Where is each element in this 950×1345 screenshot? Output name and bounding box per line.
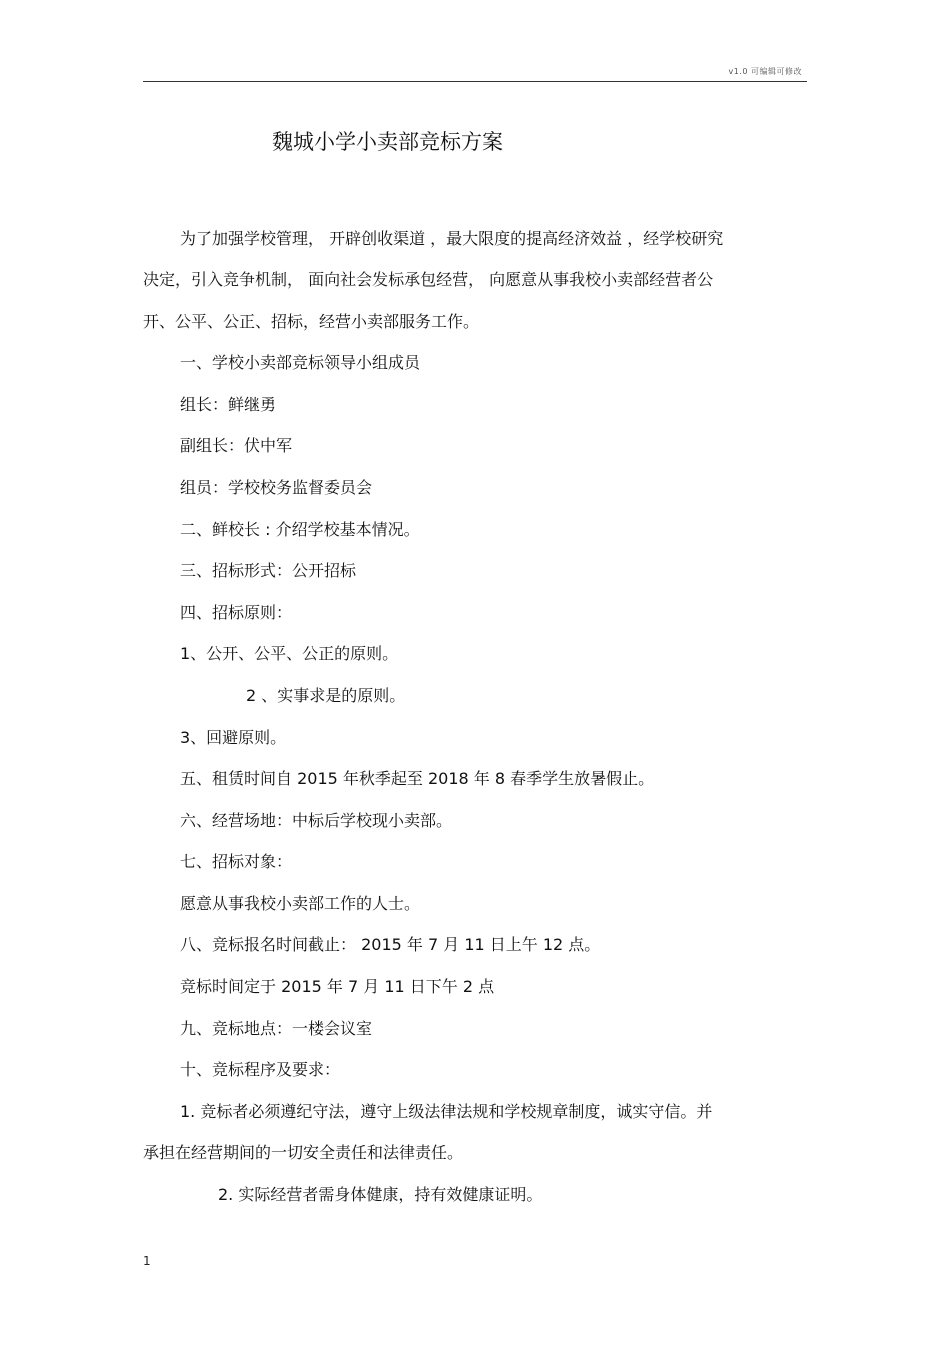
header-rule <box>143 81 807 82</box>
paragraph-line: 1. 竞标者必须遵纪守法，遵守上级法律法规和学校规章制度，诚实守信。并 <box>180 1102 713 1121</box>
section-heading: 九、竞标地点：一楼会议室 <box>180 1019 373 1038</box>
section-heading: 一、学校小卖部竞标领导小组成员 <box>180 353 421 372</box>
paragraph-line: 开、公平、公正、招标，经营小卖部服务工作。 <box>143 312 480 331</box>
section-heading: 二、鲜校长 : 介绍学校基本情况。 <box>180 520 420 539</box>
page-number: 1 <box>143 1254 151 1268</box>
paragraph-line: 为了加强学校管理， 开辟创收渠道 ，最大限度的提高经济效益 ，经学校研究 <box>180 229 724 248</box>
paragraph-line: 决定，引入竞争机制， 面向社会发标承包经营， 向愿意从事我校小卖部经营者公 <box>143 270 714 289</box>
section-heading: 五、租赁时间自 2015 年秋季起至 2018 年 8 春季学生放暑假止。 <box>180 769 655 788</box>
list-item: 竞标时间定于 2015 年 7 月 11 日下午 2 点 <box>180 977 495 996</box>
section-heading: 七、招标对象： <box>180 852 293 871</box>
list-item: 组员：学校校务监督委员会 <box>180 478 373 497</box>
list-item: 愿意从事我校小卖部工作的人士。 <box>180 894 421 913</box>
paragraph-line: 2. 实际经营者需身体健康，持有效健康证明。 <box>218 1185 543 1204</box>
list-item: 2 、实事求是的原则。 <box>246 686 406 705</box>
list-item: 1、公开、公平、公正的原则。 <box>180 644 399 663</box>
document-title: 魏城小学小卖部竞标方案 <box>272 130 503 154</box>
section-heading: 四、招标原则： <box>180 603 293 622</box>
list-item: 副组长：伏中军 <box>180 436 293 455</box>
section-heading: 十、竞标程序及要求： <box>180 1060 341 1079</box>
section-heading: 三、招标形式：公开招标 <box>180 561 357 580</box>
section-heading: 八、竞标报名时间截止： 2015 年 7 月 11 日上午 12 点。 <box>180 935 601 954</box>
header-version-note: v1.0 可编辑可修改 <box>728 67 802 76</box>
list-item: 组长：鲜继勇 <box>180 395 277 414</box>
paragraph-line: 承担在经营期间的一切安全责任和法律责任。 <box>143 1143 464 1162</box>
section-heading: 六、经营场地：中标后学校现小卖部。 <box>180 811 453 830</box>
list-item: 3、回避原则。 <box>180 728 287 747</box>
